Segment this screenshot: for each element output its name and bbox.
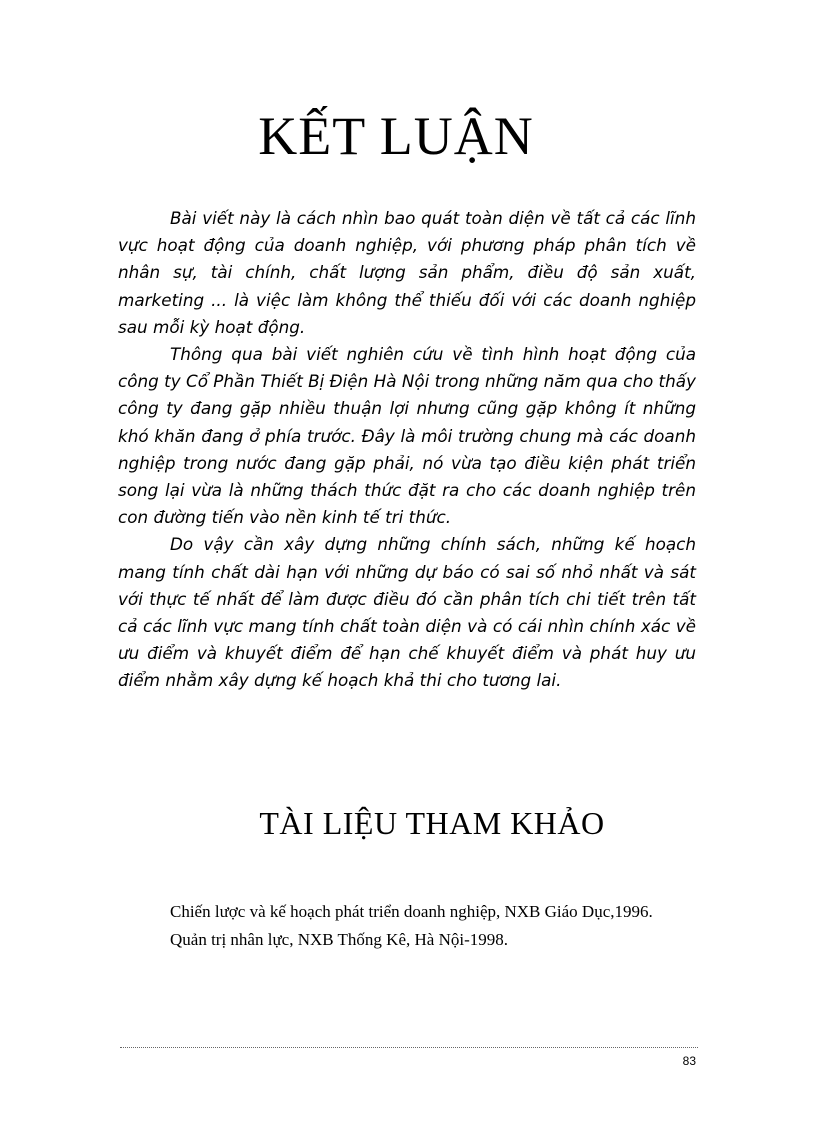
references-list	[118, 898, 658, 954]
page-number: 83	[682, 1054, 696, 1068]
reference-item-1: Chiến lược và kế hoạch phát triển doanh nghiệp, NXB Giáo Dục,1996.	[170, 902, 653, 921]
conclusion-body	[118, 205, 696, 695]
conclusion-paragraph-1: Bài viết này là cách nhìn bao quát toàn diện về tất cả các lĩnh vực hoạt động của doanh nghiệp, với phương pháp phân tích về nhân sự, tài chính, chất lượng sản phẩm, điều độ sản xuất, marketing ... là việc làm không thể thiếu đối với các doanh nghiệp sau mỗi kỳ hoạt động.	[118, 208, 696, 337]
conclusion-heading: KẾT LUẬN	[258, 106, 534, 166]
conclusion-paragraph-2: Thông qua bài viết nghiên cứu về tình hình hoạt động của công ty Cổ Phần Thiết Bị Điện Hà Nội trong những năm qua cho thấy công ty đang gặp nhiều thuận lợi nhưng cũng gặp không ít những khó khăn đang ở phía trước. Đây là môi trường chung mà các doanh nghiệp trong nước đang gặp phải, nó vừa tạo điều kiện phát triển song lại vừa là những thách thức đặt ra cho các doanh nghiệp trên con đường tiến vào nền kinh tế tri thức.	[118, 344, 696, 528]
references-heading: TÀI LIỆU THAM KHẢO	[259, 805, 605, 841]
footer-divider	[120, 1047, 698, 1048]
reference-item-2: Quản trị nhân lực, NXB Thống Kê, Hà Nội-1998.	[170, 930, 508, 949]
conclusion-paragraph-3: Do vậy cần xây dựng những chính sách, những kế hoạch mang tính chất dài hạn với những dự báo có sai số nhỏ nhất và sát với thực tế nhất để làm được điều đó cần phân tích chi tiết trên tất cả các lĩnh vực mang tính chất toàn diện và có cái nhìn chính xác về ưu điểm và khuyết điểm để hạn chế khuyết điểm và phát huy ưu điểm nhằm xây dựng kế hoạch khả thi cho tương lai.	[118, 534, 696, 691]
